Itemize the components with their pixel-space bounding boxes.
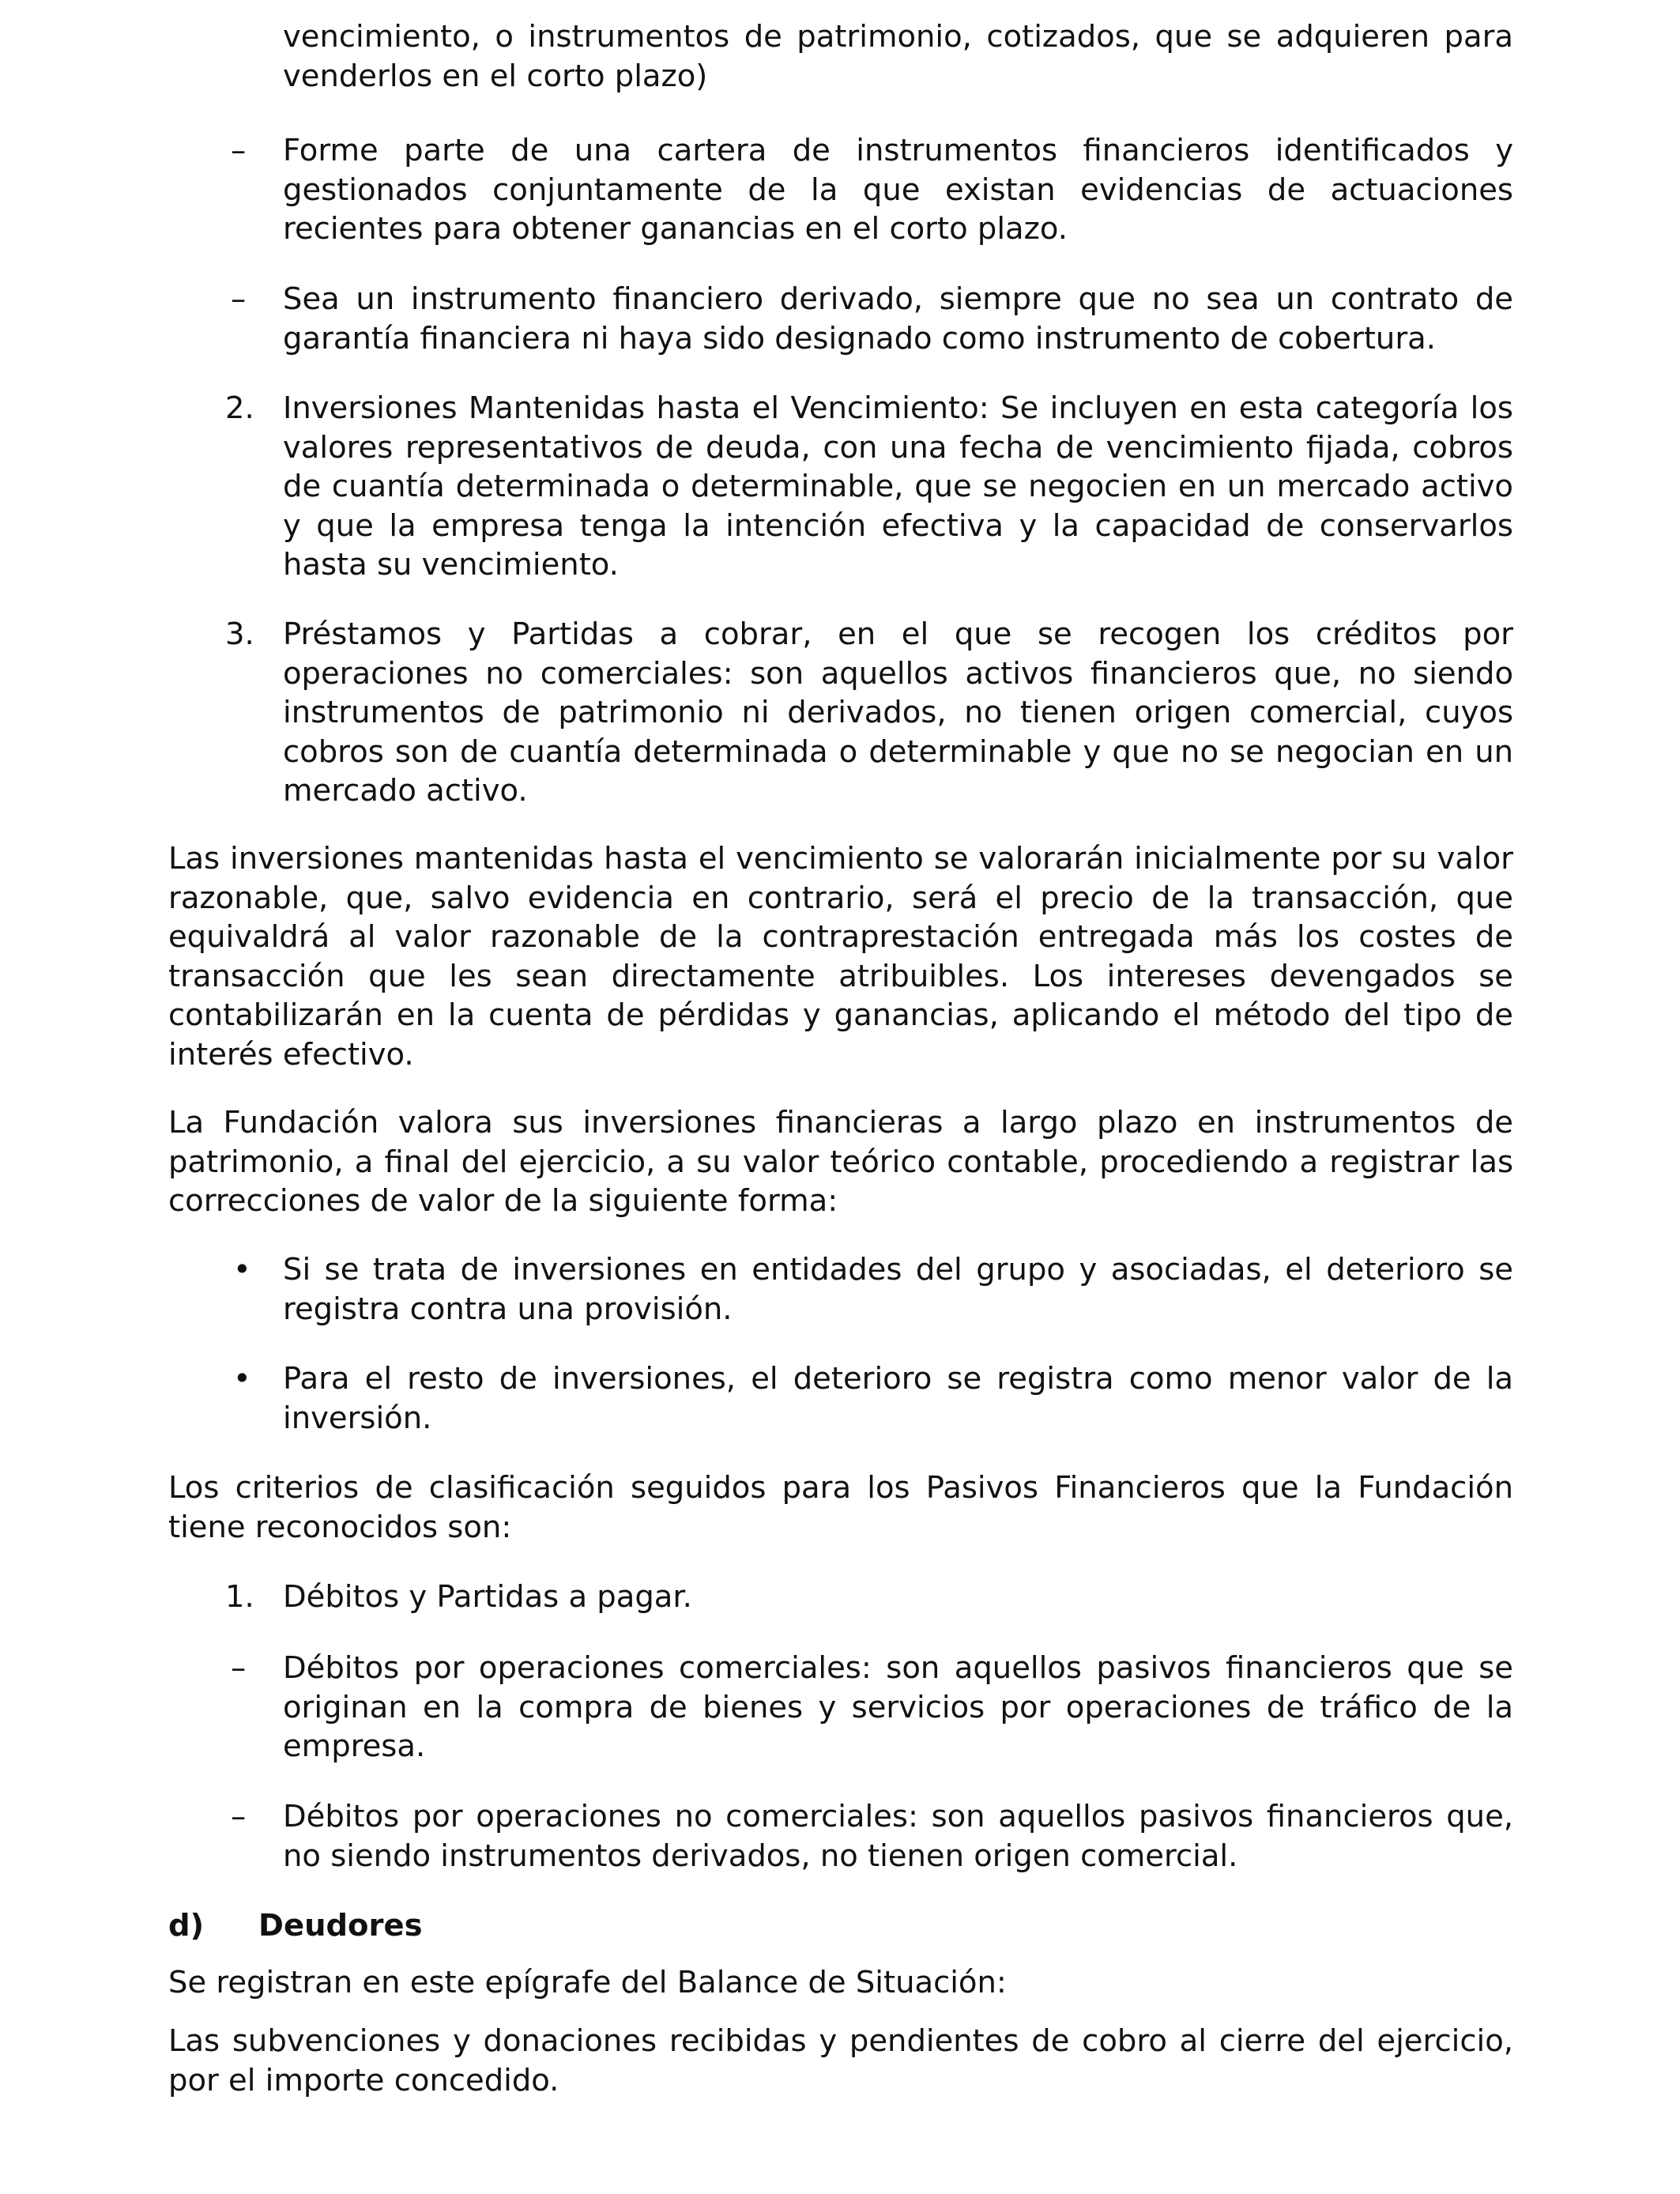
list-item [168, 1250, 1513, 1329]
paragraph: Las subvenciones y donaciones recibidas y pendientes de cobro al cierre del ejercicio, por el importe concedido. [168, 2023, 1513, 2098]
section-title: Deudores [258, 1908, 423, 1943]
list-item [168, 1649, 1513, 1766]
dash-marker: – [231, 281, 247, 317]
section-letter: d) [168, 1908, 205, 1943]
list-item-text: Débitos y Partidas a pagar. [283, 1579, 692, 1615]
list-item-text: Si se trata de inversiones en entidades del grupo y asociadas, el deterioro se registra contra una provisión. [283, 1252, 1513, 1327]
list-item [168, 1359, 1513, 1438]
list-item [168, 1797, 1513, 1875]
list-item [168, 615, 1513, 811]
list-item-text: Débitos por operaciones no comerciales: son aquellos pasivos financieros que, no siendo instrumentos derivados, no tienen origen comercial. [283, 1799, 1513, 1874]
paragraph: Las inversiones mantenidas hasta el vencimiento se valorarán inicialmente por su valor razonable, que, salvo evidencia en contrario, será el precio de la transacción, que equivaldrá al valor razonable de la contraprestación entregada más los costes de transacción que les sean directamente atribuibles. Los intereses devengados se contabilizarán en la cuenta de pérdidas y ganancias, aplicando el método del tipo de interés efectivo. [168, 841, 1513, 1072]
paragraph: Se registran en este epígrafe del Balance de Situación: [168, 1965, 1007, 2000]
list-item-text: Forme parte de una cartera de instrumentos financieros identificados y gestionados conjuntamente de la que existan evidencias de actuaciones recientes para obtener ganancias en el corto plazo. [283, 133, 1513, 247]
dash-marker: – [231, 1650, 247, 1686]
paragraph: La Fundación valora sus inversiones financieras a largo plazo en instrumentos de patrimonio, a final del ejercicio, a su valor teórico contable, procediendo a registrar las correcciones de valor de la siguiente forma: [168, 1105, 1513, 1219]
section-heading [168, 1906, 1513, 1946]
list-item-text: Préstamos y Partidas a cobrar, en el que se recogen los créditos por operaciones no comerciales: son aquellos activos financieros que, no siendo instrumentos de patrimonio ni derivados, no tienen origen comercial, cuyos cobros son de cuantía determinada o determinable y que no se negocian en un mercado activo. [283, 616, 1513, 809]
number-marker: 3. [225, 616, 254, 652]
dash-marker: – [231, 1799, 247, 1834]
list-item-text: Sea un instrumento financiero derivado, siempre que no sea un contrato de garantía financiera ni haya sido designado como instrumento de cobertura. [283, 281, 1513, 356]
bullet-marker: • [233, 1252, 251, 1287]
number-marker: 2. [225, 390, 254, 426]
list-item [168, 389, 1513, 585]
paragraph: Los criterios de clasificación seguidos para los Pasivos Financieros que la Fundación tiene reconocidos son: [168, 1470, 1513, 1545]
continued-list-text: vencimiento, o instrumentos de patrimonio, cotizados, que se adquieren para venderlos en el corto plazo) [283, 19, 1513, 94]
list-item [168, 280, 1513, 358]
list-item-text: Débitos por operaciones comerciales: son aquellos pasivos financieros que se originan en la compra de bienes y servicios por operaciones de tráfico de la empresa. [283, 1650, 1513, 1764]
number-marker: 1. [225, 1579, 254, 1615]
dash-marker: – [231, 133, 247, 168]
list-item [168, 1578, 1513, 1617]
bullet-marker: • [233, 1361, 251, 1397]
list-item-text: Para el resto de inversiones, el deterioro se registra como menor valor de la inversión. [283, 1361, 1513, 1436]
list-item [168, 131, 1513, 249]
list-item-text: Inversiones Mantenidas hasta el Vencimiento: Se incluyen en esta categoría los valores representativos de deuda, con una fecha de vencimiento fijada, cobros de cuantía determinada o determinable, que se negocien en un mercado activo y que la empresa tenga la intención efectiva y la capacidad de conservarlos hasta su vencimiento. [283, 390, 1513, 582]
